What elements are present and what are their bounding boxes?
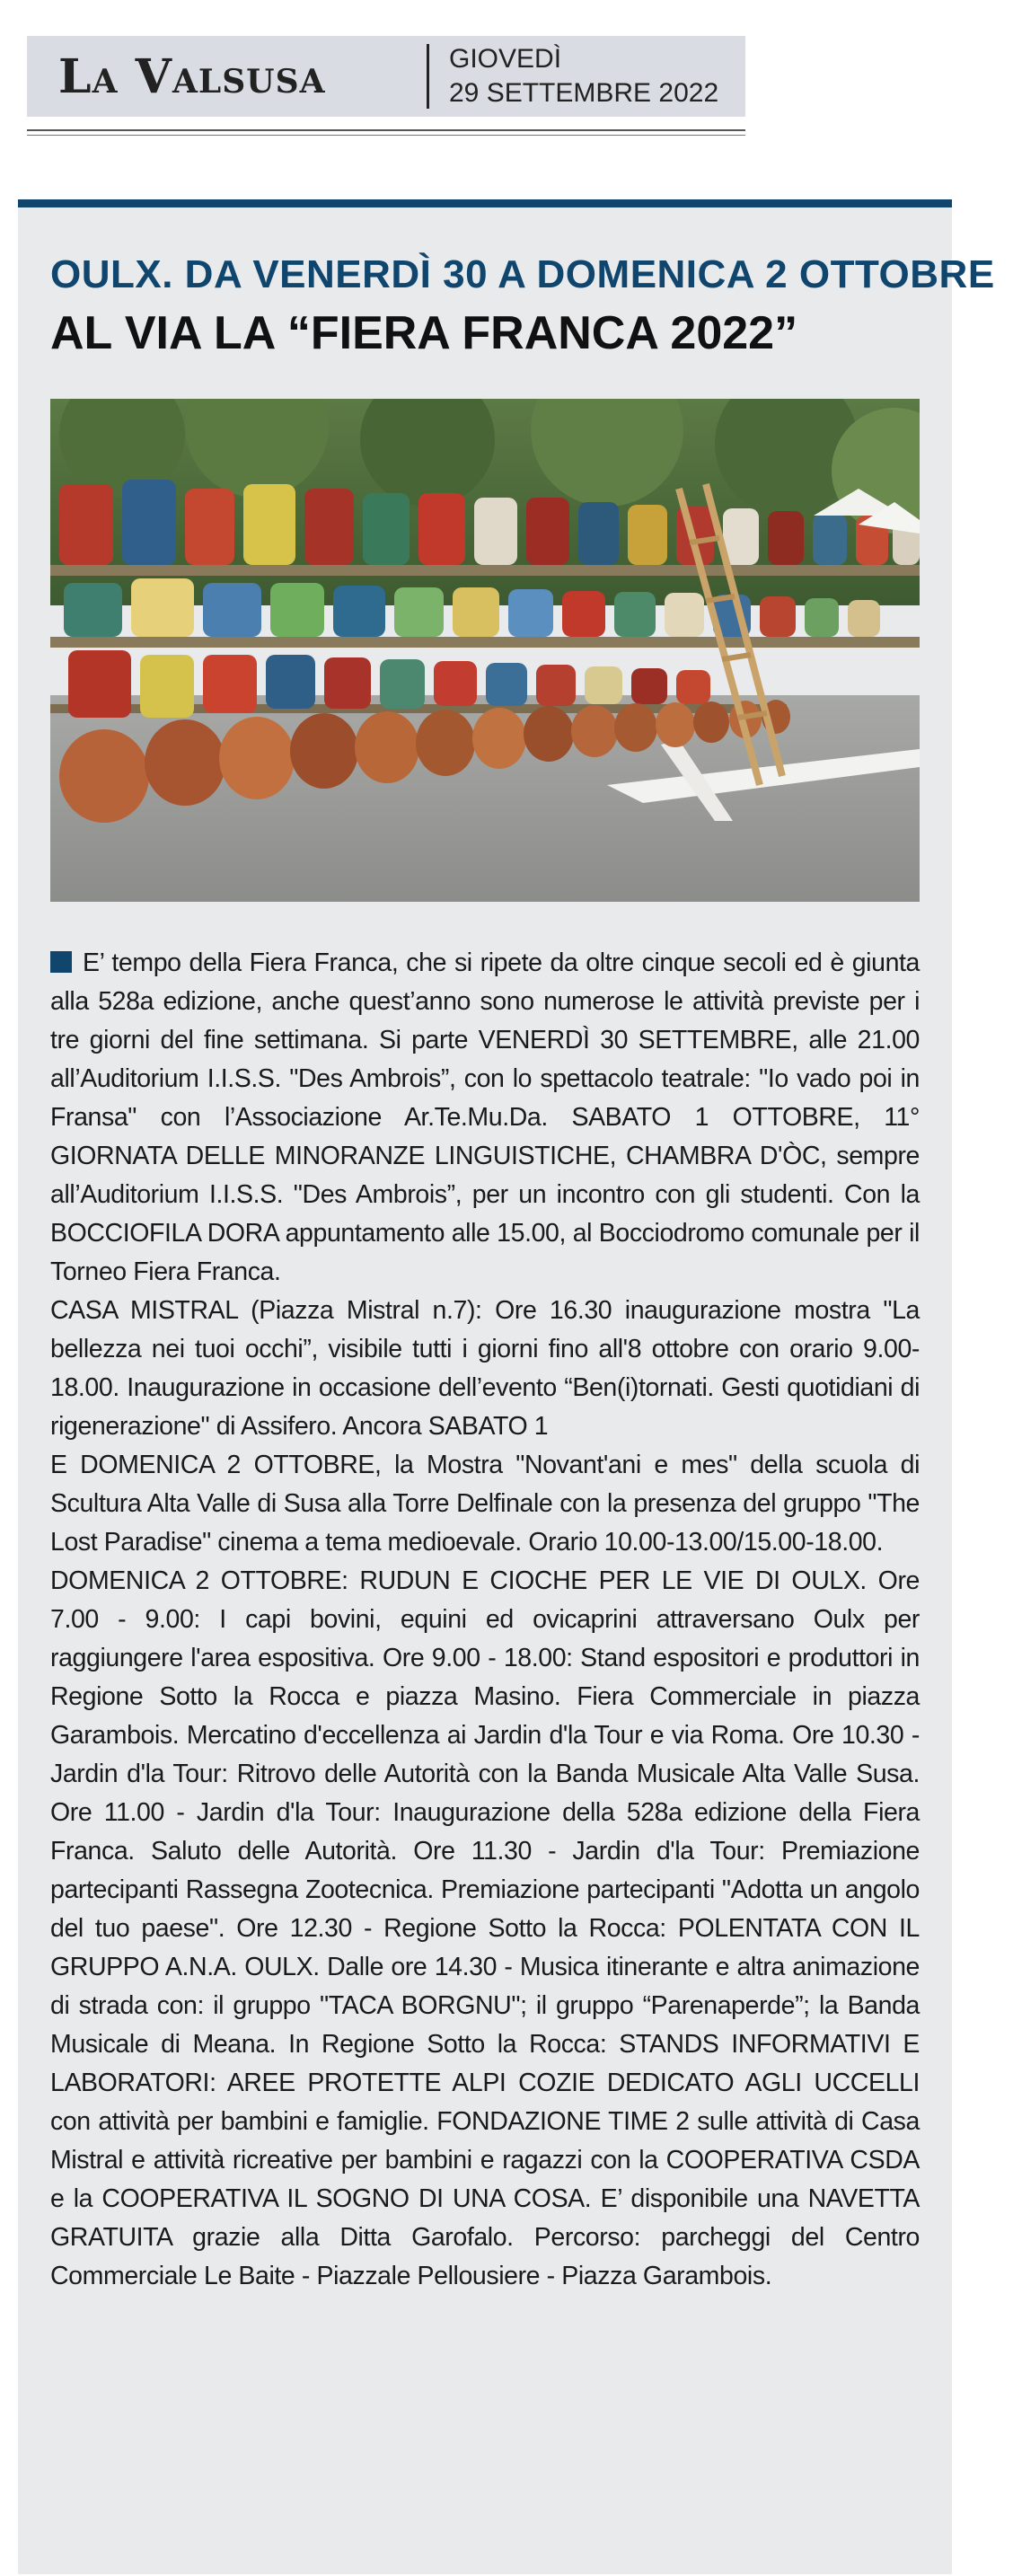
article-headline: AL VIA LA “FIERA FRANCA 2022” (50, 307, 798, 359)
body-paragraph: E DOMENICA 2 OTTOBRE, la Mostra "Novant'ani e mes" della scuola di Scultura Alta Valle di Susa alla Torre Delfinale con la presenza del gruppo "The Lost Paradise" cinema a tema medioevale. Orario 10.00-13.00/15.00-18.00. (50, 1451, 920, 1557)
issue-date-text: 29 SETTEMBRE 2022 (449, 78, 719, 108)
article-panel (18, 199, 995, 2574)
article-body (50, 944, 920, 2296)
issue-day: GIOVEDÌ (449, 44, 562, 74)
body-paragraph: CASA MISTRAL (Piazza Mistral n.7): Ore 16.30 inaugurazione mostra "La bellezza nei tuoi occhi”, visibile tutti i giorni fino all'8 ottobre con orario 9.00-18.00. Inaugurazione in occasione dell’evento “Ben(i)tornati. Gesti quotidiani di rigenerazione" di Assifero. Ancora SABATO 1 (50, 1296, 920, 1441)
masthead (27, 36, 745, 117)
body-paragraph: DOMENICA 2 OTTOBRE: RUDUN E CIOCHE PER LE VIE DI OULX. Ore 7.00 - 9.00: I capi bovini, equini ed ovicaprini attraversano Oulx per raggiungere l'area espositiva. Ore 9.00 - 18.00: Stand espositori e produttori in Regione Sotto la Rocca e piazza Masino. Fiera Commerciale in piazza Garambois. Mercatino d'eccellenza ai Jardin d'la Tour e via Roma. Ore 10.30 - Jardin d'la Tour: Ritrovo delle Autorità con la Banda Musicale Alta Valle Susa. Ore 11.00 - Jardin d'la Tour: Inaugurazione della 528a edizione della Fiera Franca. Saluto delle Autorità. Ore 11.30 - Jardin d'la Tour: Premiazione partecipanti Rassegna Zootecnica. Premiazione partecipanti "Adotta un angolo del tuo paese". Ore 12.30 - Regione Sotto la Rocca: POLENTATA CON IL GRUPPO A.N.A. OULX. Dalle ore 14.30 - Musica itinerante e altra animazione di strada con: il gruppo "TACA BORGNU"; il gruppo “Parenaperde”; la Banda Musicale di Meana. In Regione Sotto la Rocca: STANDS INFORMATIVI E LABORATORI: AREE PROTETTE ALPI COZIE DEDICATO AGLI UCCELLI con attività per bambini e famiglie. FONDAZIONE TIME 2 sulle attività di Casa Mistral e attività ricreative per bambini e ragazzi con la COOPERATIVA CSDA e la COOPERATIVA IL SOGNO DI UNA COSA. E’ disponibile una NAVETTA GRATUITA grazie alla Ditta Garofalo. Percorso: parcheggi del Centro Commerciale Le Baite - Piazzale Pellousiere - Piazza Garambois. (50, 1566, 920, 2290)
masthead-rule-secondary (27, 135, 745, 136)
cowbells-photo-illustration (50, 399, 920, 902)
paragraph-marker-icon (50, 951, 72, 973)
issue-date (429, 42, 718, 110)
newspaper-logo: La Valsusa (58, 49, 326, 104)
article-kicker: OULX. DA VENERDÌ 30 A DOMENICA 2 OTTOBRE (50, 252, 995, 296)
masthead-rule (27, 129, 745, 131)
body-paragraph-text: E’ tempo della Fiera Franca, che si ripete da oltre cinque secoli ed è giunta alla 528a edizione, anche quest’anno sono numerose le attività previste per i tre giorni del fine settimana. Si parte VENERDÌ 30 SETTEMBRE, alle 21.00 all’Auditorium I.I.S.S. "Des Ambrois”, con lo spettacolo teatrale: "Io vado poi in Fransa" con l’Associazione Ar.Te.Mu.Da. SABATO 1 OTTOBRE, 11° GIORNATA DELLE MINORANZE LINGUISTICHE, CHAMBRA D'ÒC, sempre all’Auditorium I.I.S.S. "Des Ambrois”, per un incontro con gli studenti. Con la BOCCIOFILA DORA appuntamento alle 15.00, al Bocciodromo comunale per il Torneo Fiera Franca. (50, 948, 920, 1286)
body-paragraph (50, 944, 920, 1292)
article-photo (50, 399, 920, 902)
